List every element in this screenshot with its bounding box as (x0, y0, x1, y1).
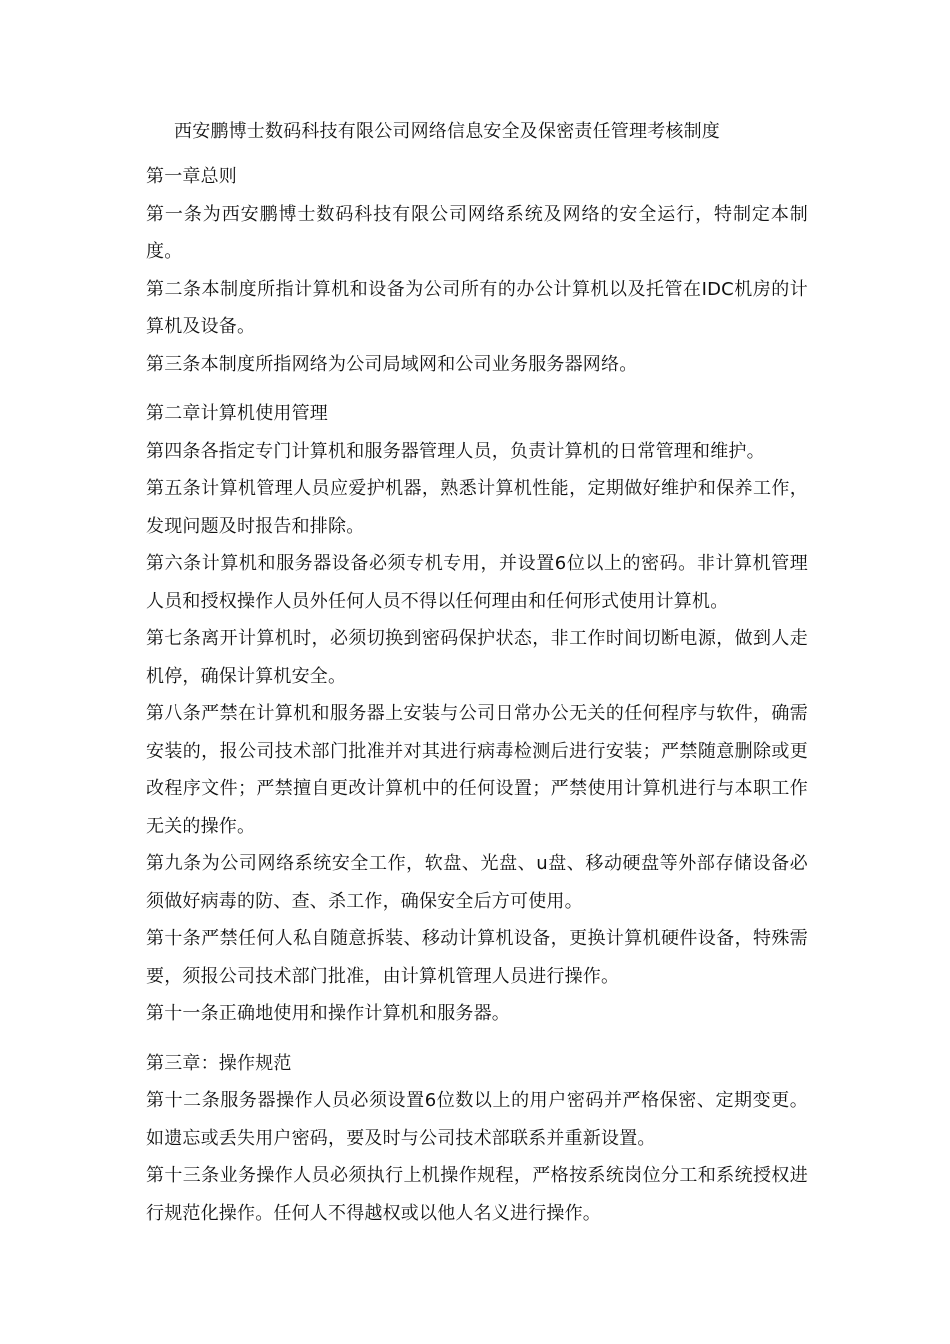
article-4: 第四条各指定专门计算机和服务器管理人员，负责计算机的日常管理和维护。 (146, 440, 765, 462)
article-8: 第八条严禁在计算机和服务器上安装与公司日常办公无关的任何程序与软件，确需安装的，报公司技术部门批准并对其进行病毒检测后进行安装；严禁随意删除或更改程序文件；严禁擅自更改计算机中的任何设置；严禁使用计算机进行与本职工作无关的操作。 (146, 703, 808, 837)
article-12: 第十二条服务器操作人员必须设置6位数以上的用户密码并严格保密、定期变更。如遗忘或丢失用户密码，要及时与公司技术部联系并重新设置。 (146, 1090, 808, 1149)
article-10: 第十条严禁任何人私自随意拆装、移动计算机设备，更换计算机硬件设备，特殊需要，须报公司技术部门批准，由计算机管理人员进行操作。 (146, 928, 808, 987)
chapter-2-heading: 第二章计算机使用管理 (146, 403, 328, 424)
chapter-1-heading: 第一章总则 (146, 166, 237, 187)
document-body (146, 118, 808, 1232)
article-11: 第十一条正确地使用和操作计算机和服务器。 (146, 1003, 510, 1024)
article-6: 第六条计算机和服务器设备必须专机专用，并设置6位以上的密码。非计算机管理人员和授权操作人员外任何人员不得以任何理由和任何形式使用计算机。 (146, 553, 808, 612)
chapter-3-heading: 第三章：操作规范 (146, 1052, 292, 1074)
article-3: 第三条本制度所指网络为公司局域网和公司业务服务器网络。 (146, 353, 638, 375)
article-5: 第五条计算机管理人员应爱护机器，熟悉计算机性能，定期做好维护和保养工作，发现问题及时报告和排除。 (146, 478, 808, 537)
article-1: 第一条为西安鹏博士数码科技有限公司网络系统及网络的安全运行，特制定本制度。 (146, 203, 808, 262)
article-7: 第七条离开计算机时，必须切换到密码保护状态，非工作时间切断电源，做到人走机停，确保计算机安全。 (146, 628, 808, 687)
article-9: 第九条为公司网络系统安全工作，软盘、光盘、u盘、移动硬盘等外部存储设备必须做好病毒的防、查、杀工作，确保安全后方可使用。 (146, 853, 808, 912)
document-title: 西安鹏博士数码科技有限公司网络信息安全及保密责任管理考核制度 (174, 121, 720, 142)
article-2: 第二条本制度所指计算机和设备为公司所有的办公计算机以及托管在IDC机房的计算机及设备。 (146, 278, 808, 337)
article-13: 第十三条业务操作人员必须执行上机操作规程，严格按系统岗位分工和系统授权进行规范化操作。任何人不得越权或以他人名义进行操作。 (146, 1165, 808, 1224)
